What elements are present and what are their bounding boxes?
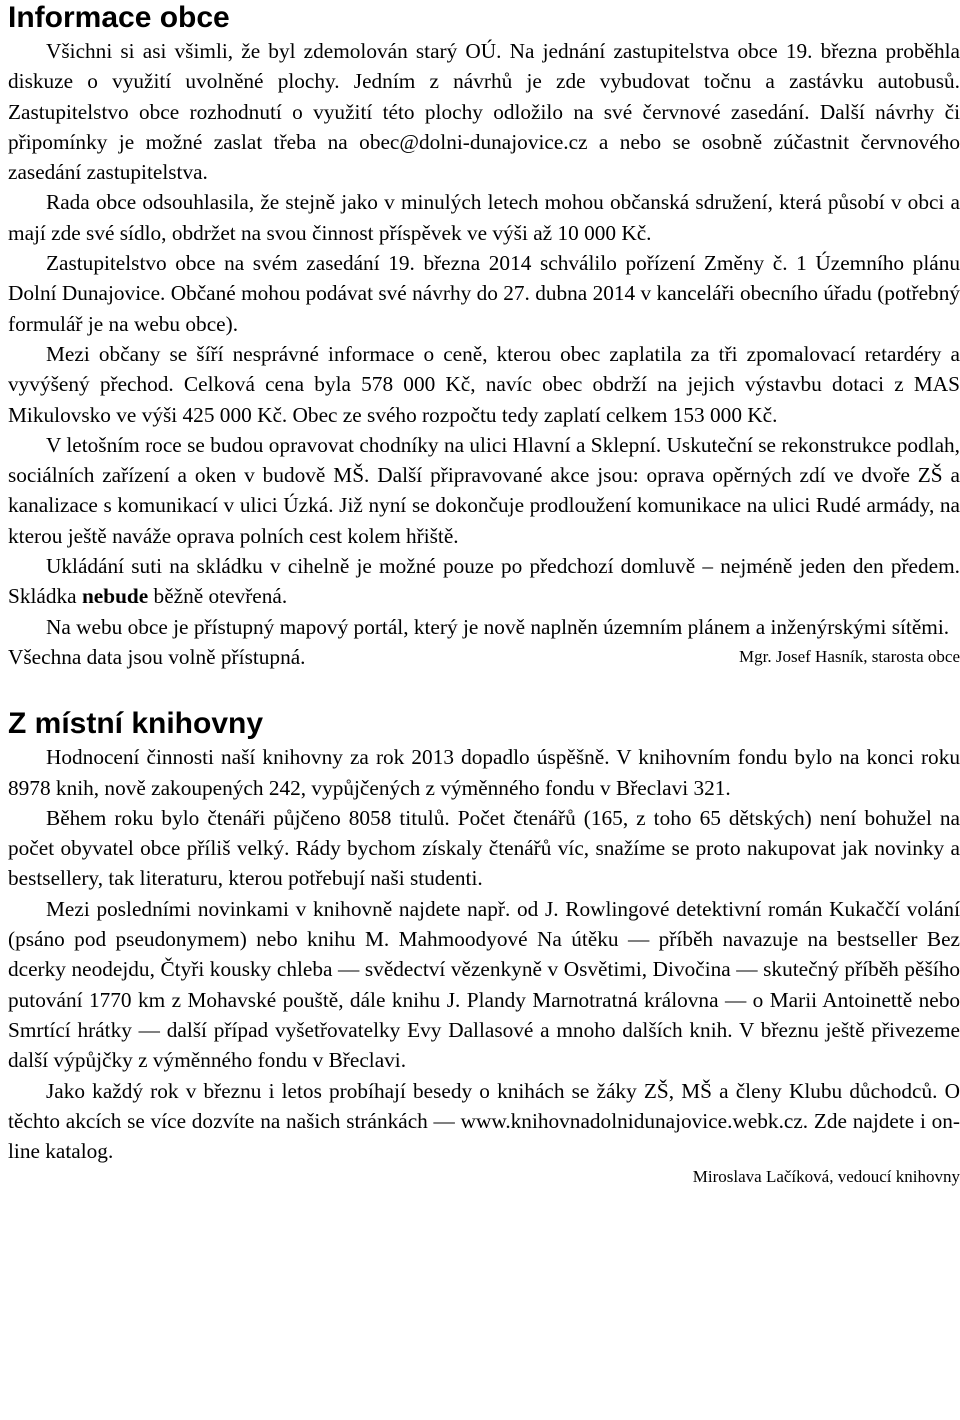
paragraph: Rada obce odsouhlasila, že stejně jako v minulých letech mohou občanská sdružení, která působí v obci a mají zde své sídlo, obdržet na svou činnost příspěvek ve výši až 10 000 Kč. <box>8 190 960 245</box>
paragraph <box>8 612 960 673</box>
paragraph <box>8 551 960 612</box>
paragraph-text: Ukládání suti na skládku v cihelně je možné pouze po předchozí domluvě – nejméně jeden den předem. Skládka <box>8 554 960 609</box>
signature-knihovna: Miroslava Lačíková, vedoucí knihovny <box>692 1167 960 1187</box>
paragraph: Hodnocení činnosti naší knihovny za rok 2013 dopadlo úspěšně. V knihovním fondu bylo na konci roku 8978 knih, nově zakoupených 242, vypůjčených z výměnného fondu v Břeclavi 321. <box>8 745 960 800</box>
emphasis-text: nebude <box>81 584 149 609</box>
section-title-knihovna: Z místní knihovny <box>8 707 264 741</box>
paragraph: Jako každý rok v březnu i letos probíhají besedy o knihách se žáky ZŠ, MŠ a členy Klubu důchodců. O těchto akcích se více dozvíte na našich stránkách — www.knihovnadolnidunajovice.webk.cz. Zde najdete i on-line katalog. <box>8 1078 960 1164</box>
paragraph: Mezi občany se šíří nesprávné informace o ceně, kterou obec zaplatila za tři zpomalovací retardéry a vyvýšený přechod. Celková cena byla 578 000 Kč, navíc obec obdrží na jejich výstavbu dotaci z MAS Mikulovsko ve výši 425 000 Kč. Obec ze svého rozpočtu tedy zaplatí celkem 153 000 Kč. <box>8 341 960 427</box>
paragraph: Zastupitelstvo obce na svém zasedání 19. března 2014 schválilo pořízení Změny č. 1 Územního plánu Dolní Dunajovice. Občané mohou podávat své návrhy do 27. dubna 2014 v kanceláři obecního úřadu (potřebný formulář je na webu obce). <box>8 251 960 336</box>
paragraph: V letošním roce se budou opravovat chodníky na ulici Hlavní a Sklepní. Uskuteční se rekonstrukce podlah, sociálních zařízení a oken v budově MŠ. Další připravované akce jsou: oprava opěrných zdí ve dvoře ZŠ a kanalizace s komunikací v ulici Úzká. Již nyní se dokončuje prodloužení komunikace na ulici Rudé armády, na kterou ještě naváže oprava polních cest kolem hřiště. <box>8 432 960 548</box>
paragraph: Mezi posledními novinkami v knihovně najdete např. od J. Rowlingové detektivní román Kukaččí volání (psáno pod pseudonymem) nebo knihu M. Mahmoodyové Na útěku — příběh navazuje na bestseller Bez dcerky neodejdu, Čtyři kousky chleba — svědectví vězenkyně v Osvětimi, Divočina — skutečný příběh pěšího putování 1770 km z Mohavské pouště, dále knihu J. Plandy Marnotratná královna — o Marii Antoinettě nebo Smrtící hrátky — další případ vyšetřovatelky Evy Dallasové a mnoho dalších knih. V březnu ještě přivezeme další výpůjčky z výměnného fondu v Břeclavi. <box>8 896 960 1073</box>
paragraph-text: běžně otevřená. <box>148 584 288 609</box>
signature-starosta: Mgr. Josef Hasník, starosta obce <box>739 646 960 666</box>
paragraph: Všichni si asi všimli, že byl zdemolován starý OÚ. Na jednání zastupitelstva obce 19. března proběhla diskuze o využití uvolněné plochy. Jedním z návrhů je zde vybudovat točnu a zastávku autobusů. Zastupitelstvo obce rozhodnutí o využití této plochy odložilo na své červnové zasedání. Další návrhy či připomínky je možné zaslat třeba na obec@dolni-dunajovice.cz a nebo se osobně zúčastnit červnového zasedání zastupitelstva. <box>8 39 960 185</box>
paragraph-text: Na webu obce je přístupný mapový portál, který je nově naplněn územním plánem a inženýrskými sítěmi. Všechna data jsou volně přístupná. <box>8 614 950 669</box>
paragraph: Během roku bylo čtenáři půjčeno 8058 titulů. Počet čtenářů (165, z toho 65 dětských) není bohužel na počet obyvatel obce příliš velký. Rády bychom získaly čtenářů víc, snažíme se proto nakupovat jak novinky a bestsellery, tak literaturu, kterou potřebují naši studenti. <box>8 805 960 891</box>
section-title-obce: Informace obce <box>8 1 230 34</box>
